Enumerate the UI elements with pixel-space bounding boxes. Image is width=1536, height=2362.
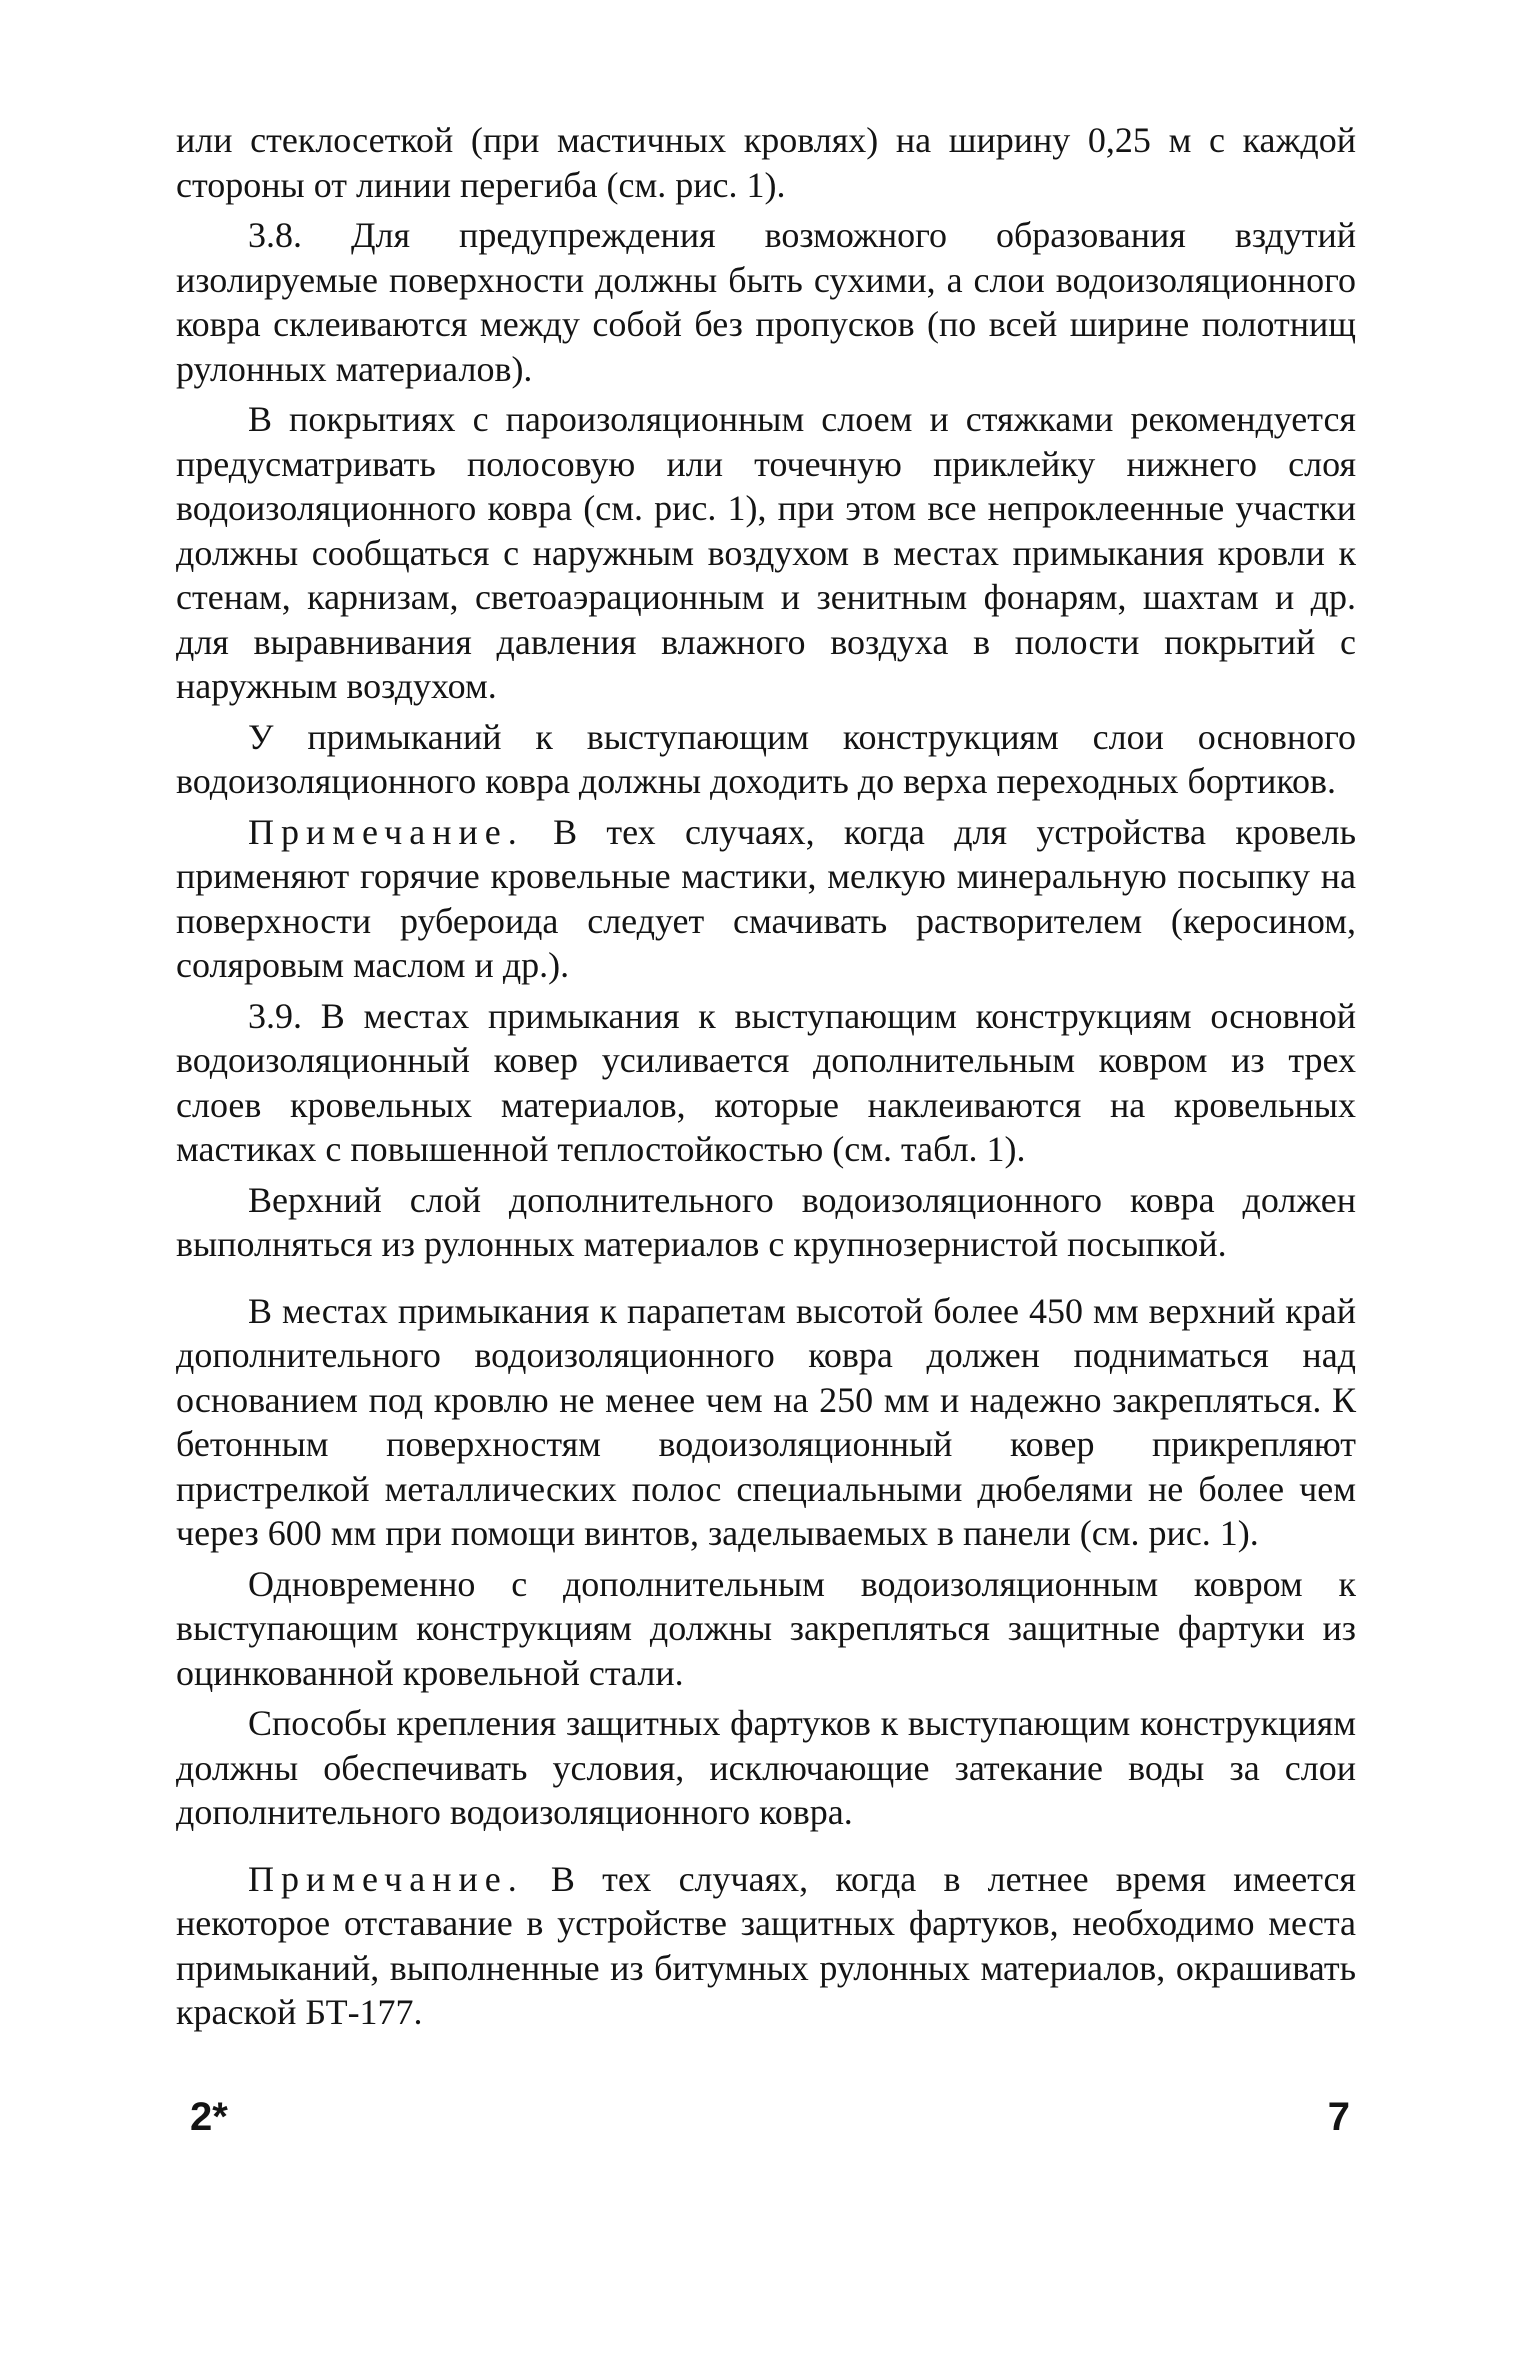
note-text: В тех случаях, когда для устройства кровель применяют горячие кровельные мастики, мелкую минеральную посыпку на поверхности рубероида следует смачивать растворителем (керосином, соляровым маслом и др.). [176,811,1356,985]
paragraph-text: В местах примыкания к парапетам высотой более 450 мм верхний край дополнительного водоизоляционного ковра должен подниматься над основанием под кровлю не менее чем на 250 мм и надежно закрепляться. К бетонным поверхностям водоизоляционный ковер прикрепляют пристрелкой металлических полос специальными дюбелями не более чем через 600 мм при помощи винтов, заделываемых в панели (см. рис. 1). [176,1290,1356,1553]
paragraph-text: У примыканий к выступающим конструкциям слои основного водоизоляционного ковра должны доходить до верха переходных бортиков. [176,716,1356,801]
paragraph-parapets [176,1289,1356,1556]
note-text: В тех случаях, когда в летнее время имеется некоторое отставание в устройстве защитных фартуков, необходимо места примыканий, выполненные из битумных рулонных материалов, окрашивать краской БТ-177. [176,1858,1356,2032]
paragraph-vapor-barrier [176,397,1356,709]
paragraph-text: 3.8. Для предупреждения возможного образования вздутий изолируемые поверхности должны быть сухими, а слои водоизоляционного ковра склеиваются между собой без пропусков (по всей ширине полотнищ рулонных материалов). [176,215,1356,389]
paragraph-3-9 [176,994,1356,1172]
paragraph-text: 3.9. В местах примыкания к выступающим конструкциям основной водоизоляционный ковер усиливается дополнительным ковром из трех слоев кровельных материалов, которые наклеиваются на кровельных мастиках с повышенной теплостойкостью (см. табл. 1). [176,995,1356,1169]
note-label: Примечание. [248,1858,524,1899]
paragraph-top-layer [176,1178,1356,1267]
paragraph-text: или стеклосеткой (при мастичных кровлях) на ширину 0,25 м с каждой стороны от линии перегиба (см. рис. 1). [176,120,1356,205]
paragraph-text: Одновременно с дополнительным водоизоляционным ковром к выступающим конструкциям должны закрепляться защитные фартуки из оцинкованной кровельной стали. [176,1563,1356,1693]
paragraph-fastening [176,1701,1356,1835]
page-footer [190,2095,1360,2145]
page-number: 7 [1327,2095,1350,2139]
paragraph-continuation [176,118,1356,207]
page-body [176,118,1356,2035]
signature-mark: 2* [190,2095,228,2139]
paragraph-abutments [176,715,1356,804]
note-hot-mastics [176,810,1356,988]
paragraph-3-8 [176,213,1356,391]
note-paint [176,1857,1356,2035]
note-label: Примечание. [248,811,524,852]
paragraph-text: В покрытиях с пароизоляционным слоем и стяжками рекомендуется предусматривать полосовую или точечную приклейку нижнего слоя водоизоляционного ковра (см. рис. 1), при этом все непроклеенные участки должны сообщаться с наружным воздухом в местах примыкания кровли к стенам, карнизам, светоаэрационным и зенитным фонарям, шахтам и др. для выравнивания давления влажного воздуха в полости покрытий с наружным воздухом. [176,399,1356,706]
paragraph-text: Верхний слой дополнительного водоизоляционного ковра должен выполняться из рулонных материалов с крупнозернистой посыпкой. [176,1179,1356,1264]
paragraph-text: Способы крепления защитных фартуков к выступающим конструкциям должны обеспечивать условия, исключающие затекание воды за слои дополнительного водоизоляционного ковра. [176,1703,1356,1832]
paragraph-aprons [176,1562,1356,1696]
